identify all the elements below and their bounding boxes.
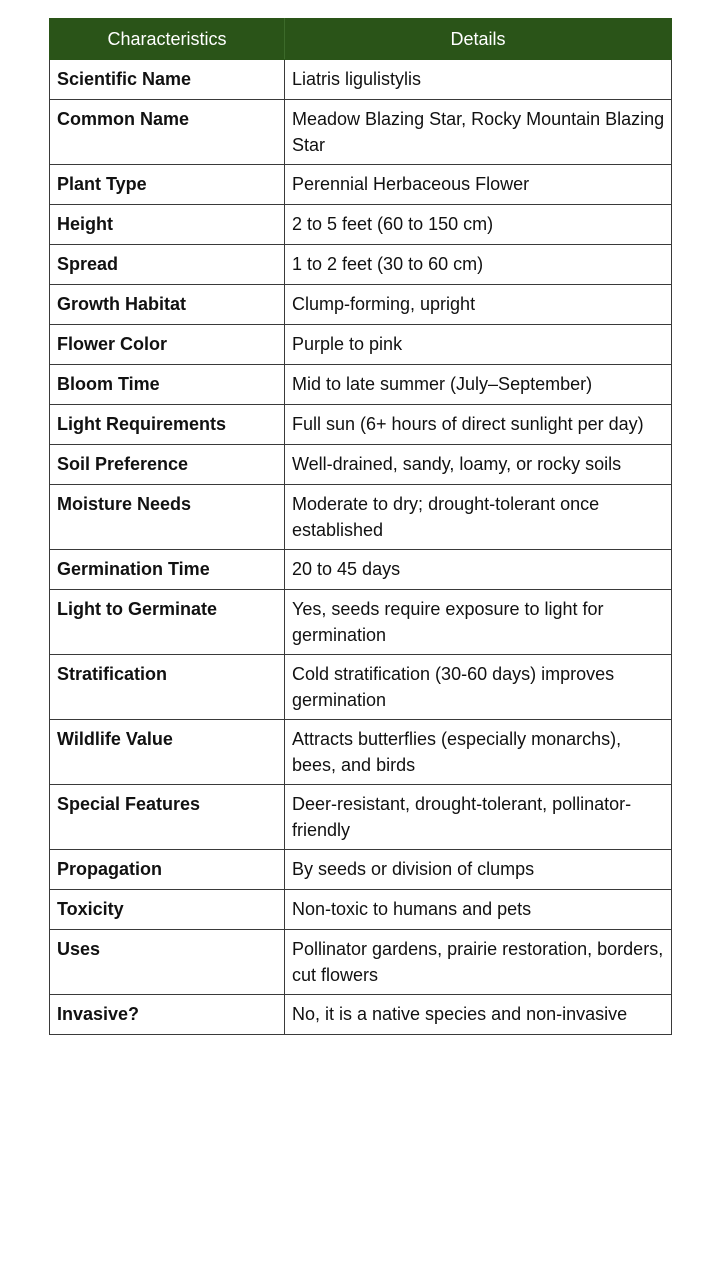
table-row [50, 100, 672, 165]
table-row [50, 655, 672, 720]
characteristic-value: Full sun (6+ hours of direct sunlight per day) [285, 405, 672, 445]
characteristic-label: Light to Germinate [50, 590, 285, 655]
characteristic-value: Pollinator gardens, prairie restoration, borders, cut flowers [285, 930, 672, 995]
table-row [50, 850, 672, 890]
table-row [50, 930, 672, 995]
characteristic-label: Invasive? [50, 995, 285, 1035]
characteristic-value: Yes, seeds require exposure to light for germination [285, 590, 672, 655]
characteristic-value: Well-drained, sandy, loamy, or rocky soils [285, 445, 672, 485]
table-row [50, 550, 672, 590]
characteristic-label: Bloom Time [50, 365, 285, 405]
table-row [50, 60, 672, 100]
plant-characteristics-table-container [49, 18, 671, 1035]
table-header-row [50, 19, 672, 60]
characteristic-label: Stratification [50, 655, 285, 720]
characteristic-value: Mid to late summer (July–September) [285, 365, 672, 405]
characteristic-value: Non-toxic to humans and pets [285, 890, 672, 930]
characteristic-label: Special Features [50, 785, 285, 850]
characteristic-value: Perennial Herbaceous Flower [285, 165, 672, 205]
table-body [50, 60, 672, 1035]
table-row [50, 485, 672, 550]
characteristic-value: Deer-resistant, drought-tolerant, pollinator-friendly [285, 785, 672, 850]
characteristic-label: Germination Time [50, 550, 285, 590]
characteristic-value: Moderate to dry; drought-tolerant once established [285, 485, 672, 550]
characteristic-label: Growth Habitat [50, 285, 285, 325]
plant-characteristics-table [49, 18, 672, 1035]
characteristic-label: Height [50, 205, 285, 245]
table-row [50, 720, 672, 785]
table-row [50, 205, 672, 245]
characteristic-value: Liatris ligulistylis [285, 60, 672, 100]
characteristic-value: Clump-forming, upright [285, 285, 672, 325]
table-row [50, 365, 672, 405]
characteristic-label: Moisture Needs [50, 485, 285, 550]
characteristic-label: Spread [50, 245, 285, 285]
characteristic-label: Wildlife Value [50, 720, 285, 785]
characteristic-label: Light Requirements [50, 405, 285, 445]
characteristic-label: Common Name [50, 100, 285, 165]
characteristic-label: Uses [50, 930, 285, 995]
characteristic-value: By seeds or division of clumps [285, 850, 672, 890]
table-row [50, 785, 672, 850]
characteristic-label: Soil Preference [50, 445, 285, 485]
header-characteristics: Characteristics [50, 19, 285, 60]
characteristic-label: Propagation [50, 850, 285, 890]
characteristic-value: Cold stratification (30-60 days) improves germination [285, 655, 672, 720]
characteristic-label: Flower Color [50, 325, 285, 365]
table-row [50, 165, 672, 205]
table-row [50, 325, 672, 365]
characteristic-label: Toxicity [50, 890, 285, 930]
characteristic-value: 1 to 2 feet (30 to 60 cm) [285, 245, 672, 285]
table-row [50, 405, 672, 445]
table-row [50, 995, 672, 1035]
characteristic-value: 2 to 5 feet (60 to 150 cm) [285, 205, 672, 245]
characteristic-label: Scientific Name [50, 60, 285, 100]
table-row [50, 890, 672, 930]
table-row [50, 285, 672, 325]
characteristic-label: Plant Type [50, 165, 285, 205]
characteristic-value: Meadow Blazing Star, Rocky Mountain Blazing Star [285, 100, 672, 165]
table-row [50, 445, 672, 485]
characteristic-value: Purple to pink [285, 325, 672, 365]
characteristic-value: No, it is a native species and non-invasive [285, 995, 672, 1035]
header-details: Details [285, 19, 672, 60]
characteristic-value: 20 to 45 days [285, 550, 672, 590]
table-row [50, 590, 672, 655]
table-row [50, 245, 672, 285]
characteristic-value: Attracts butterflies (especially monarchs), bees, and birds [285, 720, 672, 785]
